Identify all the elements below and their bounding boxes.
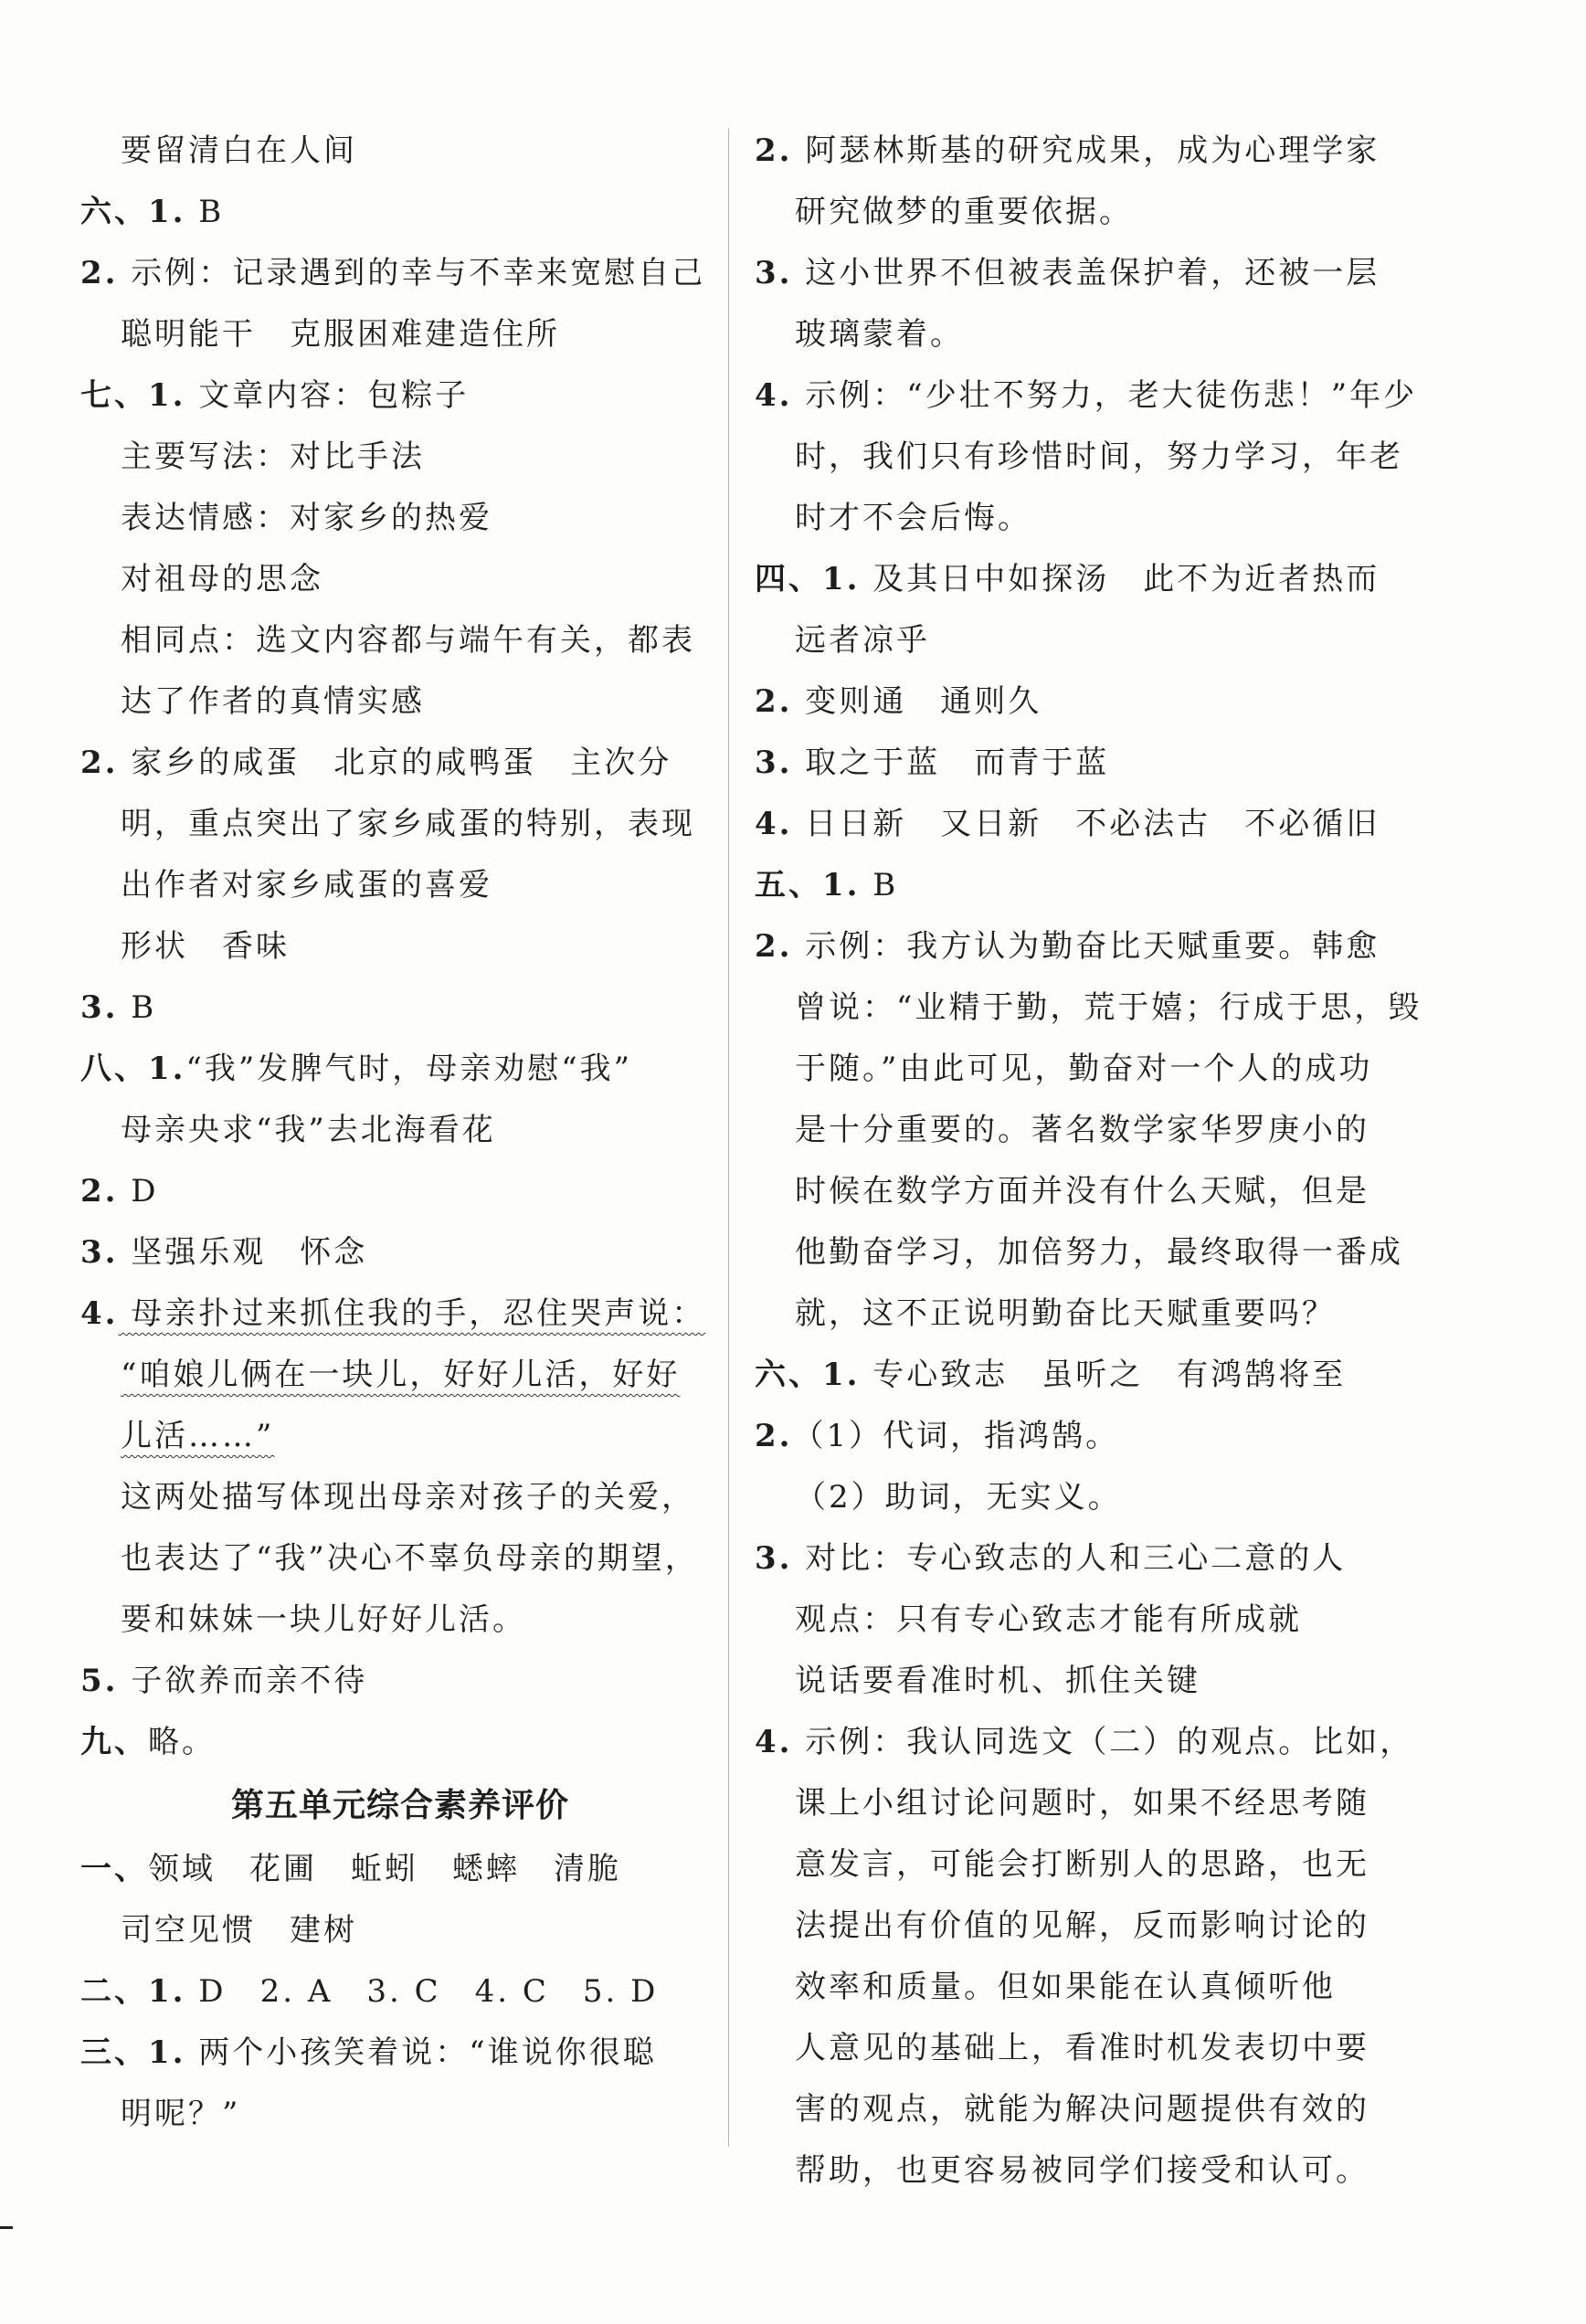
answer-line	[80, 1900, 720, 1961]
question-number: 四、1.	[755, 561, 861, 597]
answer-line	[80, 1222, 720, 1283]
question-number: 2.	[80, 745, 119, 781]
answer-line	[80, 488, 720, 549]
answer-text: 于随。”由此可见，勤奋对一个人的成功	[795, 1051, 1373, 1087]
answer-text: D	[118, 1173, 159, 1210]
answer-text: B	[860, 867, 899, 903]
answer-text: 效率和质量。但如果能在认真倾听他	[795, 1969, 1336, 2005]
question-number: 七、1.	[80, 377, 186, 414]
answer-text: 他勤奋学习，加倍努力，最终取得一番成	[795, 1234, 1403, 1271]
answer-text: 观点：只有专心致志才能有所成就	[795, 1601, 1302, 1638]
answer-line	[755, 794, 1394, 855]
answer-text: 时候在数学方面并没有什么天赋，但是	[795, 1173, 1369, 1210]
column-divider	[728, 128, 729, 2147]
question-number: 二、1.	[80, 1973, 186, 2010]
answer-text: 远者凉乎	[795, 622, 930, 659]
answer-text: 时才不会后悔。	[795, 500, 1031, 536]
question-number: 4.	[755, 806, 793, 842]
answer-line	[755, 1590, 1394, 1651]
answer-line	[755, 243, 1394, 304]
answer-text: 明，重点突出了家乡咸蛋的特别，表现	[121, 806, 695, 842]
answer-text: 主要写法：对比手法	[121, 438, 425, 475]
answer-line	[755, 1161, 1394, 1222]
answer-line	[755, 1345, 1394, 1406]
answer-line	[755, 977, 1422, 1039]
answer-line	[80, 549, 720, 610]
answer-text: 达了作者的真情实感	[121, 683, 425, 720]
answer-line	[80, 1961, 720, 2023]
answer-line	[755, 1100, 1394, 1161]
answer-text: 出作者对家乡咸蛋的喜爱	[121, 867, 492, 903]
answer-line	[755, 2018, 1394, 2079]
answer-text: 司空见惯 建树	[121, 1912, 357, 1949]
answer-text: 略。	[148, 1724, 216, 1760]
answer-text: 课上小组讨论问题时，如果不经思考随	[795, 1785, 1369, 1822]
page-edge-mark	[0, 2226, 13, 2229]
answer-text: 害的观点，就能为解决问题提供有效的	[795, 2091, 1369, 2128]
answer-line	[755, 1283, 1394, 1345]
answer-text: 说话要看准时机、抓住关键	[795, 1663, 1200, 1699]
answer-text: 示例：记录遇到的幸与不幸来宽慰自己	[118, 255, 706, 291]
answer-text: 法提出有价值的见解，反而影响讨论的	[795, 1907, 1369, 1944]
question-number: 六、1.	[755, 1357, 861, 1393]
answer-text: （1）代词，指鸿鹄。	[792, 1418, 1120, 1454]
answer-text: D 2. A 3. C 4. C 5. D	[185, 1973, 659, 2010]
question-number: 4.	[80, 1295, 119, 1332]
answer-text: B	[118, 989, 157, 1026]
answer-text: 就，这不正说明勤奋比天赋重要吗？	[795, 1295, 1336, 1332]
answer-line	[755, 916, 1394, 977]
question-number: 3.	[755, 745, 793, 781]
answer-line	[80, 794, 720, 855]
answer-line	[755, 304, 1394, 365]
answer-text: 也表达了“我”决心不辜负母亲的期望，	[121, 1540, 699, 1577]
answer-text: 两个小孩笑着说：“谁说你很聪	[185, 2034, 657, 2071]
answer-line	[755, 549, 1394, 610]
question-number: 五、1.	[755, 867, 861, 903]
question-number: 3.	[80, 989, 119, 1026]
question-number: 5.	[80, 1663, 119, 1699]
answer-text: 形状 香味	[121, 928, 290, 965]
answer-line	[755, 1957, 1394, 2018]
answer-line	[755, 182, 1394, 243]
question-number: 3.	[755, 1540, 793, 1577]
answer-line	[80, 1283, 720, 1345]
question-number: 2.	[755, 683, 793, 720]
answer-text: 研究做梦的重要依据。	[795, 194, 1133, 230]
question-number: 2.	[80, 255, 119, 291]
answer-text: 日日新 又日新 不必法古 不必循旧	[792, 806, 1380, 842]
answer-line	[80, 1528, 720, 1590]
answer-line	[80, 1406, 720, 1467]
question-number: 3.	[80, 1234, 119, 1271]
question-number: 2.	[755, 928, 793, 965]
answer-line	[80, 2084, 720, 2145]
answer-text: 玻璃蒙着。	[795, 316, 964, 353]
question-number: 九、	[80, 1724, 148, 1760]
answer-line	[80, 855, 720, 916]
answer-line	[80, 2023, 720, 2084]
answer-line	[80, 733, 720, 794]
answer-line	[80, 1100, 720, 1161]
answer-line	[80, 1039, 720, 1100]
question-number: 3.	[755, 255, 793, 291]
answer-line	[80, 365, 720, 427]
answer-line	[80, 121, 720, 182]
answer-line	[755, 1896, 1394, 1957]
answer-text: 聪明能干 克服困难建造住所	[121, 316, 560, 353]
answer-text: 取之于蓝 而青于蓝	[792, 745, 1110, 781]
answer-text: 相同点：选文内容都与端午有关，都表	[121, 622, 695, 659]
answer-text: 儿活……”	[121, 1418, 275, 1454]
question-number: 2.	[755, 132, 793, 169]
answer-text: 帮助，也更容易被同学们接受和认可。	[795, 2152, 1369, 2189]
answer-text: 对祖母的思念	[121, 561, 323, 597]
answer-text: 领域 花圃 蚯蚓 蟋蟀 清脆	[148, 1851, 621, 1887]
answer-line	[755, 733, 1394, 794]
answer-text: 这小世界不但被表盖保护着，还被一层	[792, 255, 1380, 291]
answer-text: 意发言，可能会打断别人的思路，也无	[795, 1846, 1369, 1883]
answer-text: 是十分重要的。著名数学家华罗庚小的	[795, 1112, 1369, 1148]
left-column	[80, 121, 720, 2145]
answer-text: 曾说：“业精于勤，荒于嬉；行成于思，毁	[795, 989, 1422, 1026]
answer-line	[80, 977, 720, 1039]
answer-text: 这两处描写体现出母亲对孩子的关爱，	[121, 1479, 695, 1516]
answer-text: B	[185, 194, 225, 230]
question-number: 2.	[80, 1173, 119, 1210]
answer-line	[755, 2079, 1394, 2140]
answer-line	[755, 1773, 1394, 1834]
answer-line	[80, 1590, 720, 1651]
answer-line	[755, 2140, 1394, 2202]
answer-text: 人意见的基础上，看准时机发表切中要	[795, 2030, 1369, 2066]
answer-line	[80, 1712, 720, 1773]
question-number: 4.	[755, 377, 793, 414]
answer-text: 子欲养而亲不待	[118, 1663, 368, 1699]
answer-text: 示例：“少壮不努力，老大徒伤悲！”年少	[792, 377, 1418, 414]
answer-line	[80, 304, 720, 365]
answer-line	[755, 121, 1394, 182]
question-number: 一、	[80, 1851, 148, 1887]
answer-line	[80, 610, 720, 671]
answer-text: 示例：我方认为勤奋比天赋重要。韩愈	[792, 928, 1380, 965]
answer-text: 母亲扑过来抓住我的手，忍住哭声说：	[118, 1295, 706, 1332]
answer-line	[755, 1528, 1394, 1590]
answer-line	[80, 1651, 720, 1712]
answer-line	[80, 427, 720, 488]
answer-line	[80, 182, 720, 243]
answer-line	[755, 671, 1394, 733]
answer-line	[80, 243, 720, 304]
question-number: 六、1.	[80, 194, 186, 230]
answer-line	[755, 1467, 1394, 1528]
answer-text: 变则通 通则久	[792, 683, 1042, 720]
answer-line	[80, 1161, 720, 1222]
answer-line	[80, 1345, 720, 1406]
answer-line	[755, 855, 1394, 916]
answer-text: “我”发脾气时，母亲劝慰“我”	[185, 1051, 633, 1087]
answer-text: 阿瑟林斯基的研究成果，成为心理学家	[792, 132, 1380, 169]
question-number: 4.	[755, 1724, 793, 1760]
answer-line	[755, 610, 1394, 671]
answer-text: 明呢？”	[121, 2096, 241, 2132]
answer-text: （2）助词，无实义。	[795, 1479, 1122, 1516]
question-number: 八、1.	[80, 1051, 186, 1087]
answer-line	[755, 1222, 1403, 1283]
question-number: 2.	[755, 1418, 793, 1454]
answer-text: 时，我们只有珍惜时间，努力学习，年老	[795, 438, 1403, 475]
answer-text: 要和妹妹一块儿好好儿活。	[121, 1601, 526, 1638]
answer-text: 表达情感：对家乡的热爱	[121, 500, 492, 536]
answer-text: 坚强乐观 怀念	[118, 1234, 368, 1271]
answer-text: 母亲央求“我”去北海看花	[121, 1112, 496, 1148]
answer-line	[755, 1039, 1394, 1100]
answer-line	[755, 1406, 1394, 1467]
answer-text: 对比：专心致志的人和三心二意的人	[792, 1540, 1347, 1577]
answer-text: 及其日中如探汤 此不为近者热而	[860, 561, 1380, 597]
answer-line	[80, 671, 720, 733]
answer-line	[755, 365, 1418, 427]
right-column	[755, 121, 1422, 2202]
answer-line	[755, 1651, 1394, 1712]
answer-text: 专心致志 虽听之 有鸿鹄将至	[860, 1357, 1347, 1393]
answer-text: 示例：我认同选文（二）的观点。比如，	[792, 1724, 1414, 1760]
answer-line	[755, 488, 1394, 549]
answer-line	[755, 427, 1403, 488]
answer-line	[80, 1467, 720, 1528]
answer-text: 要留清白在人间	[121, 132, 357, 169]
answer-text: 家乡的咸蛋 北京的咸鸭蛋 主次分	[118, 745, 672, 781]
question-number: 三、1.	[80, 2034, 186, 2071]
answer-line	[80, 916, 720, 977]
answer-text: “咱娘儿俩在一块儿，好好儿活，好好	[121, 1357, 681, 1393]
section-heading: 第五单元综合素养评价	[230, 1787, 569, 1824]
answer-line	[755, 1834, 1394, 1896]
answer-text: 文章内容：包粽子	[185, 377, 470, 414]
answer-line	[755, 1712, 1414, 1773]
answer-line	[80, 1839, 720, 1900]
